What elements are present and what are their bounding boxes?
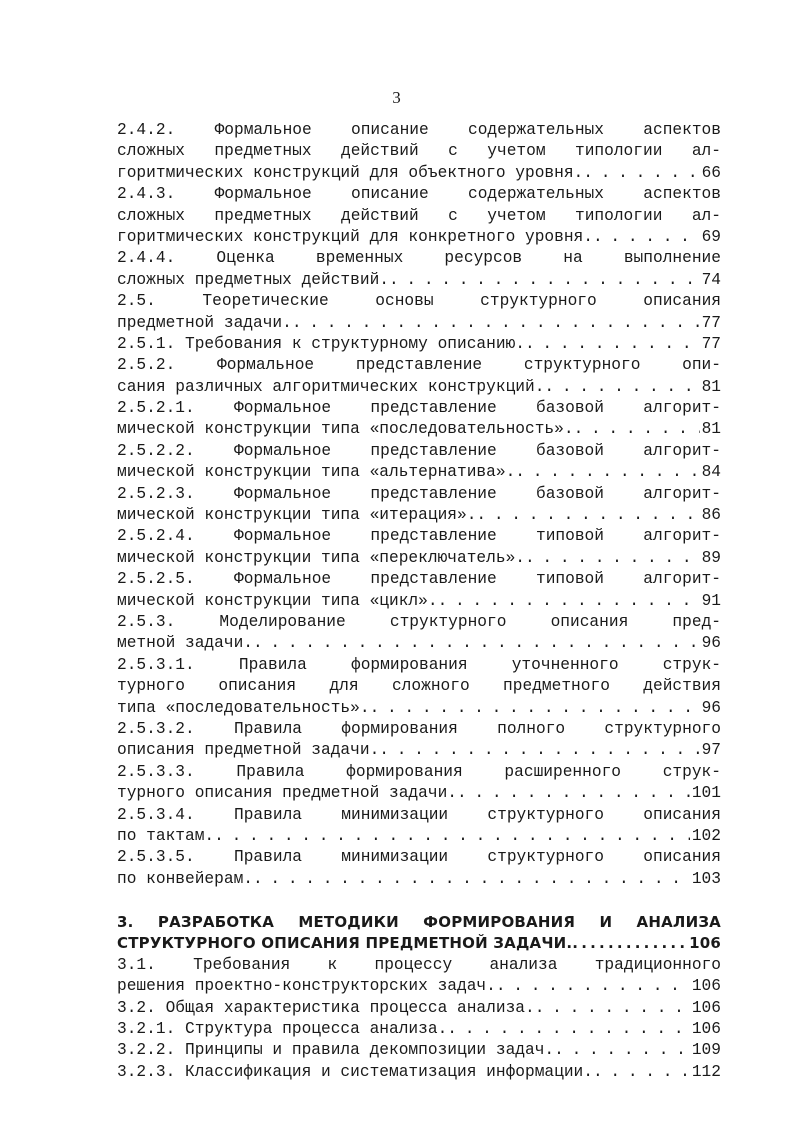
toc-page-number: 109 bbox=[691, 1041, 721, 1060]
toc-line bbox=[117, 612, 721, 633]
toc-page-number: 96 bbox=[701, 634, 721, 653]
toc-line bbox=[117, 740, 721, 761]
toc-page-number: 97 bbox=[701, 741, 721, 760]
toc-entry[interactable] bbox=[117, 569, 721, 612]
toc-line bbox=[117, 377, 721, 398]
toc-line bbox=[117, 869, 721, 890]
toc-entry-text: мической конструкции типа «альтернатива». bbox=[117, 463, 516, 482]
toc-entry[interactable] bbox=[117, 398, 721, 441]
toc-line bbox=[117, 334, 721, 355]
toc-line bbox=[117, 1062, 721, 1083]
toc-page-number: 81 bbox=[701, 377, 721, 396]
dot-leader bbox=[476, 505, 699, 526]
toc-entry[interactable] bbox=[117, 998, 721, 1019]
toc-line bbox=[117, 1040, 721, 1061]
toc-page-number: 106 bbox=[691, 1020, 721, 1039]
toc-line bbox=[117, 184, 721, 205]
toc-line bbox=[117, 655, 721, 676]
toc-entry[interactable] bbox=[117, 1019, 721, 1040]
toc-page-number: 106 bbox=[689, 934, 721, 953]
toc-entry-text: мической конструкции типа «итерация». bbox=[117, 506, 477, 525]
toc-page-number: 84 bbox=[701, 463, 721, 482]
dot-leader bbox=[457, 783, 690, 804]
toc-entry[interactable] bbox=[117, 184, 721, 248]
toc-page-number: 103 bbox=[691, 869, 721, 888]
toc-entry[interactable] bbox=[117, 355, 721, 398]
toc-entry-text: 3.2.1. Структура процесса анализа. bbox=[117, 1020, 448, 1039]
toc-line bbox=[117, 805, 721, 826]
toc-page-number: 106 bbox=[691, 977, 721, 996]
toc-line bbox=[117, 569, 721, 590]
toc-entry-text: 2.4.4. Оценка временных ресурсов на выполнение bbox=[117, 249, 721, 268]
dot-leader bbox=[525, 548, 700, 569]
dot-leader bbox=[525, 334, 700, 355]
toc-entry-text: мической конструкции типа «последовательность». bbox=[117, 420, 574, 439]
toc-entry[interactable] bbox=[117, 248, 721, 291]
toc-page-number: 66 bbox=[701, 163, 721, 182]
toc-entry-text: горитмических конструкций для объектного уровня. bbox=[117, 163, 584, 182]
toc-line bbox=[117, 698, 721, 719]
toc-page-number: 89 bbox=[701, 548, 721, 567]
toc-entry-text: метной задачи. bbox=[117, 634, 253, 653]
toc-line bbox=[117, 505, 721, 526]
toc-entry-text: 2.5.2.5. Формальное представление типовой алгорит- bbox=[117, 570, 721, 589]
toc-line bbox=[117, 1019, 721, 1040]
toc-entry-text: сложных предметных действий с учетом типологии ал- bbox=[117, 142, 721, 161]
toc-entry-text: сложных предметных действий с учетом типологии ал- bbox=[117, 206, 721, 225]
dot-leader bbox=[214, 826, 690, 847]
toc-entry[interactable] bbox=[117, 847, 721, 890]
toc-entry[interactable] bbox=[117, 912, 721, 955]
toc-entry-text: 3.2. Общая характеристика процесса анализа. bbox=[117, 998, 535, 1017]
toc-entry-text: турного описания для сложного предметного действия bbox=[117, 677, 721, 696]
dot-leader bbox=[292, 313, 700, 334]
toc-entry-text: 2.5. Теоретические основы структурного описания bbox=[117, 292, 721, 311]
toc-line bbox=[117, 484, 721, 505]
toc-page-number: 86 bbox=[701, 506, 721, 525]
dot-leader bbox=[438, 591, 700, 612]
toc-line bbox=[117, 719, 721, 740]
toc-entry-text: горитмических конструкций для конкретного уровня. bbox=[117, 227, 593, 246]
toc-entry-text: описания предметной задачи. bbox=[117, 741, 380, 760]
toc-entry[interactable] bbox=[117, 1040, 721, 1061]
toc-page-number: 101 bbox=[691, 784, 721, 803]
toc-entry-text: СТРУКТУРНОГО ОПИСАНИЯ ПРЕДМЕТНОЙ ЗАДАЧИ. bbox=[117, 934, 573, 953]
toc-entry-text: 3.2.3. Классификация и систематизация информации. bbox=[117, 1062, 593, 1081]
toc-entry[interactable] bbox=[117, 441, 721, 484]
dot-leader bbox=[253, 869, 690, 890]
toc-entry-text: 2.5.3. Моделирование структурного описания пред- bbox=[117, 612, 721, 631]
toc-line bbox=[117, 313, 721, 334]
toc-entry-text: мической конструкции типа «цикл». bbox=[117, 591, 438, 610]
toc-entry[interactable] bbox=[117, 484, 721, 527]
toc-line bbox=[117, 270, 721, 291]
toc-page-number: 91 bbox=[701, 591, 721, 610]
toc-line bbox=[117, 141, 721, 162]
toc-line bbox=[117, 163, 721, 184]
toc-line bbox=[117, 419, 721, 440]
toc-line bbox=[117, 441, 721, 462]
dot-leader bbox=[253, 633, 700, 654]
table-of-contents bbox=[117, 120, 721, 1083]
toc-line bbox=[117, 291, 721, 312]
toc-line bbox=[117, 998, 721, 1019]
dot-leader bbox=[574, 419, 700, 440]
toc-entry-text: предметной задачи. bbox=[117, 313, 292, 332]
toc-entry-text: 2.5.1. Требования к структурному описанию. bbox=[117, 334, 525, 353]
toc-entry-text: по тактам. bbox=[117, 826, 215, 845]
toc-entry-text: 2.5.2.2. Формальное представление базовой алгорит- bbox=[117, 441, 721, 460]
toc-line bbox=[117, 248, 721, 269]
toc-line bbox=[117, 355, 721, 376]
toc-page-number: 102 bbox=[691, 826, 721, 845]
toc-entry-text: 3.2.2. Принципы и правила декомпозиции задач. bbox=[117, 1041, 555, 1060]
toc-line bbox=[117, 206, 721, 227]
toc-entry-text: 2.5.2.1. Формальное представление базовой алгорит- bbox=[117, 399, 721, 418]
toc-entry[interactable] bbox=[117, 655, 721, 719]
dot-leader bbox=[593, 1062, 690, 1083]
toc-entry[interactable] bbox=[117, 805, 721, 848]
toc-entry[interactable] bbox=[117, 955, 721, 998]
toc-entry-text: 3.1. Требования к процессу анализа традиционного bbox=[117, 955, 721, 974]
toc-entry[interactable] bbox=[117, 120, 721, 184]
toc-page-number: 69 bbox=[701, 227, 721, 246]
page-number: 3 bbox=[392, 88, 401, 107]
toc-entry-text: 2.4.3. Формальное описание содержательных аспектов bbox=[117, 185, 721, 204]
toc-entry-text: по конвейерам. bbox=[117, 869, 253, 888]
toc-entry[interactable] bbox=[117, 291, 721, 334]
toc-entry-text: мической конструкции типа «переключатель». bbox=[117, 548, 525, 567]
toc-entry-text: решения проектно-конструкторских задач. bbox=[117, 977, 496, 996]
toc-page-number: 112 bbox=[691, 1062, 721, 1081]
toc-page-number: 96 bbox=[701, 698, 721, 717]
toc-entry-text: 2.5.3.2. Правила формирования полного структурного bbox=[117, 719, 721, 738]
toc-entry[interactable] bbox=[117, 1062, 721, 1083]
toc-entry-text: 2.5.3.1. Правила формирования уточненного струк- bbox=[117, 655, 721, 674]
toc-line bbox=[117, 398, 721, 419]
toc-line bbox=[117, 912, 721, 933]
toc-line bbox=[117, 462, 721, 483]
dot-leader bbox=[447, 1019, 690, 1040]
toc-page-number: 74 bbox=[701, 270, 721, 289]
toc-entry-text: 2.5.2.4. Формальное представление типовой алгорит- bbox=[117, 527, 721, 546]
dot-leader bbox=[370, 698, 700, 719]
dot-leader bbox=[583, 163, 699, 184]
toc-entry[interactable] bbox=[117, 526, 721, 569]
dot-leader bbox=[593, 227, 700, 248]
toc-entry-text: 3. РАЗРАБОТКА МЕТОДИКИ ФОРМИРОВАНИЯ И АНАЛИЗА bbox=[117, 913, 721, 932]
toc-line bbox=[117, 633, 721, 654]
toc-line bbox=[117, 955, 721, 976]
toc-entry-text: 2.5.3.5. Правила минимизации структурного описания bbox=[117, 848, 721, 867]
toc-line bbox=[117, 826, 721, 847]
dot-leader bbox=[515, 462, 699, 483]
toc-entry[interactable] bbox=[117, 762, 721, 805]
toc-entry[interactable] bbox=[117, 719, 721, 762]
dot-leader bbox=[554, 1040, 690, 1061]
toc-entry-text: 2.4.2. Формальное описание содержательных аспектов bbox=[117, 121, 721, 139]
section-gap bbox=[117, 890, 721, 912]
dot-leader bbox=[496, 976, 690, 997]
toc-page-number: 81 bbox=[701, 420, 721, 439]
toc-line bbox=[117, 591, 721, 612]
toc-entry-text: 2.5.3.4. Правила минимизации структурного описания bbox=[117, 805, 721, 824]
toc-line bbox=[117, 847, 721, 868]
dot-leader bbox=[572, 933, 687, 954]
toc-line bbox=[117, 933, 721, 954]
toc-line bbox=[117, 976, 721, 997]
toc-entry-text: сложных предметных действий. bbox=[117, 270, 389, 289]
toc-entry[interactable] bbox=[117, 612, 721, 655]
toc-entry-text: 2.5.3.3. Правила формирования расширенного струк- bbox=[117, 762, 721, 781]
toc-line bbox=[117, 120, 721, 141]
toc-line bbox=[117, 526, 721, 547]
toc-line bbox=[117, 762, 721, 783]
toc-entry-text: типа «последовательность». bbox=[117, 698, 370, 717]
toc-page-number: 106 bbox=[691, 998, 721, 1017]
dot-leader bbox=[389, 270, 700, 291]
toc-entry-text: сания различных алгоритмических конструкций. bbox=[117, 377, 545, 396]
toc-line bbox=[117, 783, 721, 804]
dot-leader bbox=[544, 377, 699, 398]
toc-line bbox=[117, 548, 721, 569]
toc-entry[interactable] bbox=[117, 334, 721, 355]
toc-entry-text: турного описания предметной задачи. bbox=[117, 784, 457, 803]
toc-line bbox=[117, 676, 721, 697]
dot-leader bbox=[535, 998, 690, 1019]
toc-line bbox=[117, 227, 721, 248]
toc-page-number: 77 bbox=[701, 313, 721, 332]
dot-leader bbox=[379, 740, 699, 761]
toc-entry-text: 2.5.2. Формальное представление структурного опи- bbox=[117, 356, 721, 375]
toc-page-number: 77 bbox=[701, 334, 721, 353]
toc-entry-text: 2.5.2.3. Формальное представление базовой алгорит- bbox=[117, 484, 721, 503]
